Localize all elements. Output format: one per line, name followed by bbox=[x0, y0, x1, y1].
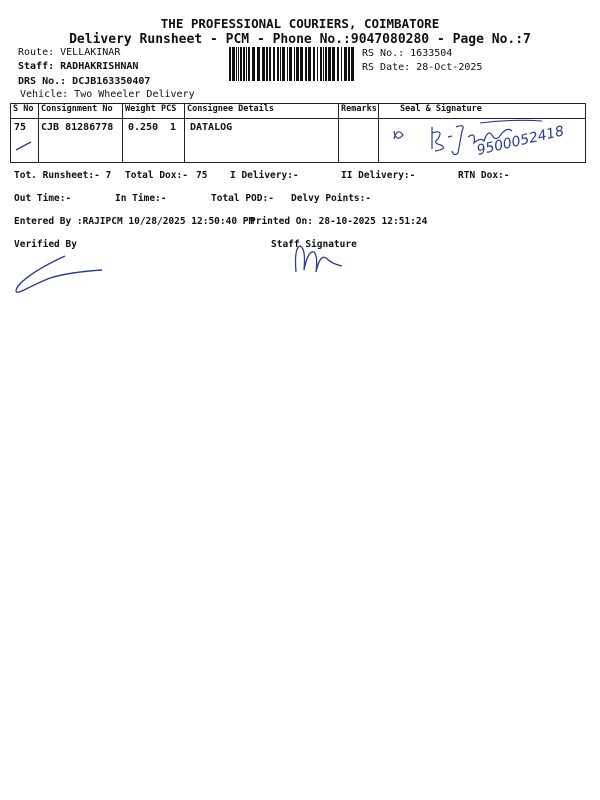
col-seal-header: Seal & Signature bbox=[400, 104, 482, 114]
row-pcs: 1 bbox=[170, 122, 177, 133]
consignment-table bbox=[10, 103, 586, 163]
total-dox-value: 75 bbox=[196, 170, 208, 181]
col-consignee-header: Consignee Details bbox=[187, 104, 274, 114]
col-remarks-header: Remarks bbox=[341, 104, 377, 114]
verifier-signature bbox=[10, 250, 110, 298]
entered-by: Entered By :RAJIPCM 10/28/2025 12:50:40 PM bbox=[14, 216, 255, 227]
col-pcs-header: PCS bbox=[161, 104, 177, 114]
company-name: THE PROFESSIONAL COURIERS, COIMBATORE bbox=[160, 16, 440, 31]
in-time: In Time:- bbox=[115, 193, 167, 204]
col-weight-header: Weight bbox=[125, 104, 156, 114]
delivery-points: Delvy Points:- bbox=[291, 193, 372, 204]
printed-on: Printed On: 28-10-2025 12:51:24 bbox=[250, 216, 428, 227]
check-mark-icon bbox=[14, 139, 34, 153]
out-time: Out Time:- bbox=[14, 193, 72, 204]
col-consignment-header: Consignment No bbox=[41, 104, 113, 114]
runsheet-title: Delivery Runsheet - PCM - Phone No.:9047080280 - Page No.:7 bbox=[69, 32, 531, 47]
receiver-signature bbox=[382, 109, 582, 161]
drs-number: DRS No.: DCJB163350407 bbox=[18, 76, 151, 87]
total-runsheet: Tot. Runsheet:- 7 bbox=[14, 170, 112, 181]
rs-number: RS No.: 1633504 bbox=[362, 48, 453, 59]
staff-info: Staff: RADHAKRISHNAN bbox=[18, 61, 139, 72]
route-info: Route: VELLAKINAR bbox=[18, 47, 121, 58]
row-consignment-no: CJB 81286778 bbox=[41, 122, 114, 133]
staff-signature-label: Staff Signature bbox=[271, 239, 357, 250]
row-sno: 75 bbox=[14, 122, 27, 133]
total-dox-label: Total Dox:- bbox=[125, 170, 188, 181]
i-delivery: I Delivery:- bbox=[230, 170, 299, 181]
staff-signature bbox=[288, 240, 348, 278]
row-weight: 0.250 bbox=[128, 122, 159, 133]
receiver-phone: 9500052418 bbox=[475, 123, 566, 159]
col-sno-header: S No bbox=[13, 104, 34, 114]
verified-by-label: Verified By bbox=[14, 239, 77, 250]
rtn-dox: RTN Dox:- bbox=[458, 170, 510, 181]
vehicle-info: Vehicle: Two Wheeler Delivery bbox=[20, 89, 195, 100]
rs-date: RS Date: 28-Oct-2025 bbox=[362, 62, 483, 73]
ii-delivery: II Delivery:- bbox=[341, 170, 416, 181]
total-pod: Total POD:- bbox=[211, 193, 274, 204]
row-consignee: DATALOG bbox=[190, 122, 233, 133]
barcode bbox=[229, 47, 357, 81]
